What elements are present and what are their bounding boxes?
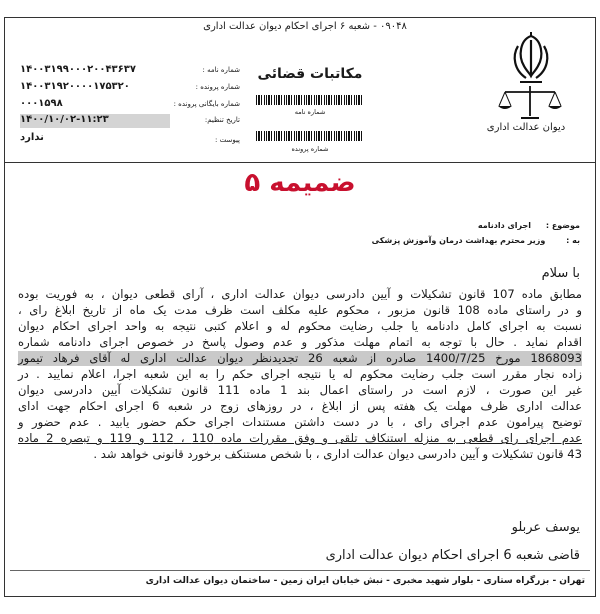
frame-left — [4, 17, 5, 597]
barcode-letter — [256, 95, 364, 105]
field-value-attachment: ندارد — [20, 132, 44, 143]
body-line-1: مطابق ماده 107 قانون تشکیلات و آیین دادرسی دیوان عدالت اداری ، آرای قطعی دیوان ، به فوریت بوده — [18, 287, 583, 301]
signer-name: یوسف عربلو — [511, 520, 580, 535]
body-line-7: غیر این صورت ، لازم است در راستای اعمال بند 1 ماده 111 قانون تشکیلات آیین دادرسی دیوان — [18, 383, 582, 397]
header-divider — [4, 162, 596, 163]
footer-divider — [10, 570, 590, 571]
field-value-case-no: ۱۴۰۰۳۱۹۲۰۰۰۰۱۷۵۳۲۰ — [20, 81, 130, 92]
body-line-6: زاده نجار مقرر است جلب رضایت محکوم له یا نتیجه اجرای حکم را به این شعبه اجرا، اعلام نمایید . در — [18, 367, 582, 381]
field-value-archive-no: ۰۰۰۱۵۹۸ — [20, 98, 63, 109]
recipient-line — [300, 236, 580, 245]
body-line-3: نسبت به اجرای کامل دادنامه یا جلب رضایت محکوم له و اعلام کتبی نتیجه به واحد اجرای احکام دیوان — [18, 319, 582, 333]
body-line-10: عدم اجرای رای قطعی به منزله استنکاف تلقی و وفق مقررات ماده 110 ، 112 و 119 و تبصره 2 ماده — [18, 431, 582, 445]
center-title: مکاتبات قضائی — [257, 66, 363, 82]
body-line-4: اقدام نماید . حال با توجه به اتمام مهلت مذکور و عدم وصول پاسخ در خصوص اجرای دادنامه شماره — [18, 335, 582, 349]
barcode-case-caption: شماره پرونده — [291, 145, 329, 153]
recipient-label: به : — [566, 236, 580, 245]
subject-label: موضوع : — [545, 221, 580, 230]
court-name: دیوان عدالت اداری — [486, 122, 566, 133]
subject-line — [360, 221, 580, 230]
header-top-title: ۰۹۰۴۸ - شعبه ۶ اجرای احکام دیوان عدالت اداری — [203, 21, 407, 32]
frame-bottom — [4, 596, 596, 597]
body-line-8: عدالت اداری ظرف مهلت یک هفته پس از ابلاغ ، در روزهای زوج در شعبه 6 اجرای احکام جهت ادای — [18, 399, 582, 413]
field-label-case-no: شماره پرونده : — [195, 83, 240, 91]
recipient-value: وزیر محترم بهداشت درمان وآموزش پزشکی — [371, 236, 546, 245]
body-line-2: و در راستای ماده 108 قانون مزبور ، محکوم علیه مکلف است ظرف مدت یک ماه از تاریخ ابلاغ رای ، — [18, 303, 582, 317]
field-value-letter-no: ۱۴۰۰۳۱۹۹۰۰۰۲۰۰۴۳۶۳۷ — [20, 64, 136, 75]
footer-address: تهران - بزرگراه ستاری - بلوار شهید مخبری - نبش خیابان ایران زمین - ساختمان دیوان عدالت اداری — [145, 576, 585, 586]
annex-label: ضمیمه ۵ — [244, 168, 356, 198]
field-label-archive-no: شماره بایگانی پرونده : — [173, 100, 240, 108]
subject-value: اجرای دادنامه — [477, 221, 532, 230]
field-label-letter-no: شماره نامه : — [202, 66, 240, 74]
body-line-9: توضیح پیرامون عدم اجرای رای ، با در دست داشتن مستندات اجرای حکم حضور یابید . عدم حضور و — [18, 415, 582, 429]
body-line-5: 1868093 مورخ 1400/7/25 صادره از شعبه 26 تجدیدنظر دیوان عدالت اداری له آقای فرهاد تیمور — [18, 351, 582, 365]
greeting: با سلام — [541, 266, 580, 281]
signer-title: قاضی شعبه 6 اجرای احکام دیوان عدالت اداری — [325, 548, 580, 563]
scales-icon — [495, 84, 565, 122]
body-line-11: 43 قانون تشکیلات و آیین دادرسی دیوان عدالت اداری ، با شخص مستنکف برخورد قانونی خواهد شد . — [93, 447, 582, 461]
barcode-case — [256, 131, 364, 141]
field-value-date: ۱۴۰۰/۱۰/۰۲-۱۱:۲۳ — [20, 114, 170, 128]
field-label-date: تاریخ تنظیم: — [204, 116, 240, 124]
field-label-attachment: پیوست : — [215, 136, 240, 144]
frame-right — [595, 17, 596, 597]
frame-top — [4, 17, 596, 18]
emblem-icon — [508, 30, 554, 90]
barcode-letter-caption: شماره نامه — [294, 108, 326, 116]
